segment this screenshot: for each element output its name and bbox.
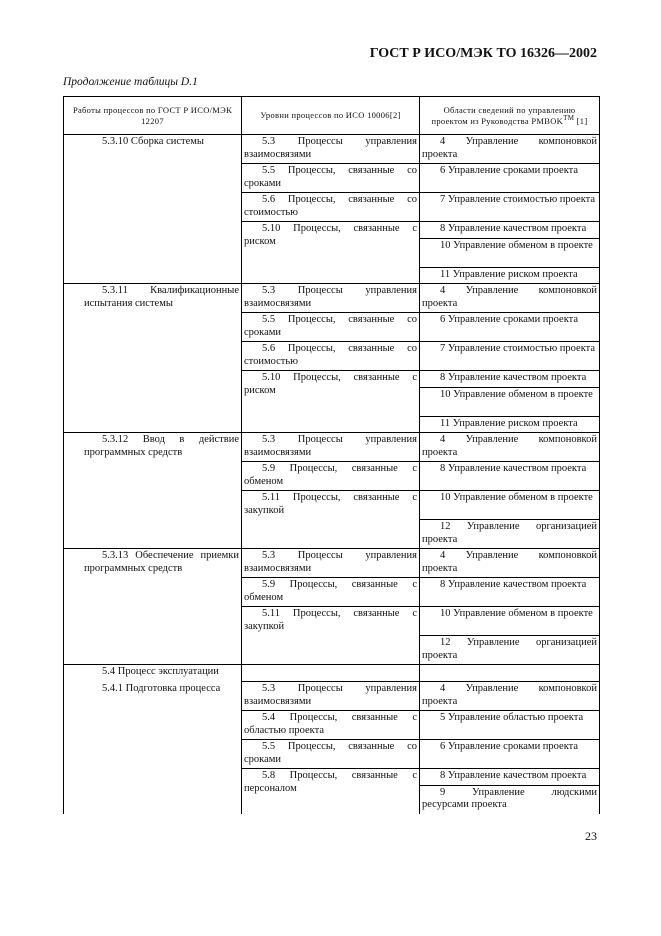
level-cell xyxy=(242,769,420,814)
area-cell xyxy=(420,193,600,222)
area-cell xyxy=(420,416,600,433)
level-cell-text: 5.9 Процессы, связанные с обменом xyxy=(244,579,417,603)
area-cell xyxy=(420,785,600,814)
level-cell-text: 5.5 Процессы, связанные со сроками xyxy=(244,741,417,765)
area-cell-text: 6 Управление сроками проекта xyxy=(440,741,579,752)
area-cell xyxy=(420,267,600,284)
empty-area-cell xyxy=(420,665,600,682)
level-cell xyxy=(242,740,420,769)
level-cell xyxy=(242,462,420,491)
trademark-mark: TM xyxy=(563,113,575,122)
work-cell xyxy=(64,682,242,814)
section-heading-cell-text: 5.4 Процесс эксплуатации xyxy=(102,666,219,677)
area-cell-text: 4 Управление компоновкой проекта xyxy=(422,136,597,160)
area-cell xyxy=(420,462,600,491)
work-cell-text: 5.3.13 Обеспечение приемки программных средств xyxy=(84,550,239,574)
area-cell-text: 12 Управление организацией проекта xyxy=(422,637,597,661)
area-cell xyxy=(420,549,600,578)
area-cell-text: 6 Управление сроками проекта xyxy=(440,314,579,325)
correspondence-table xyxy=(63,96,600,814)
area-cell xyxy=(420,222,600,239)
level-cell xyxy=(242,284,420,313)
level-cell-text: 5.3 Процессы управления взаимосвязями xyxy=(244,434,417,458)
level-cell xyxy=(242,193,420,222)
level-cell-text: 5.8 Процессы, связанные с персоналом xyxy=(244,770,417,794)
level-cell-text: 5.10 Процессы, связанные с риском xyxy=(244,223,417,247)
area-cell xyxy=(420,711,600,740)
area-cell-text: 4 Управление компоновкой проекта xyxy=(422,550,597,574)
area-cell xyxy=(420,520,600,549)
level-cell xyxy=(242,313,420,342)
level-cell xyxy=(242,342,420,371)
area-cell xyxy=(420,164,600,193)
area-cell-text: 10 Управление обменом в проекте xyxy=(440,388,593,400)
area-cell-text: 5 Управление областью проекта xyxy=(440,712,584,723)
level-cell xyxy=(242,135,420,164)
area-cell xyxy=(420,284,600,313)
area-cell-text: 11 Управление риском проекта xyxy=(440,417,578,429)
area-cell-text: 8 Управление качеством проекта xyxy=(440,463,587,474)
table-body xyxy=(64,135,600,814)
table-continuation-caption: Продолжение таблицы D.1 xyxy=(63,76,198,88)
col-header-works: Работы процессов по ГОСТ Р ИСО/МЭК 12207 xyxy=(64,97,242,135)
level-cell-text: 5.3 Процессы управления взаимосвязями xyxy=(244,285,417,309)
area-cell xyxy=(420,387,600,416)
level-cell xyxy=(242,549,420,578)
table-row xyxy=(64,284,600,313)
table-row xyxy=(64,135,600,164)
area-cell-text: 4 Управление компоновкой проекта xyxy=(422,683,597,707)
area-cell xyxy=(420,433,600,462)
level-cell xyxy=(242,433,420,462)
level-cell xyxy=(242,607,420,665)
area-cell-text: 10 Управление обменом в проекте xyxy=(440,239,593,251)
col-header-areas-main: Области сведений по управлению проектом из Руководства PMBOK xyxy=(431,105,576,126)
work-cell xyxy=(64,433,242,549)
area-cell xyxy=(420,238,600,267)
level-cell-text: 5.9 Процессы, связанные с обменом xyxy=(244,463,417,487)
area-cell-text: 10 Управление обменом в проекте xyxy=(440,492,593,503)
section-heading-cell xyxy=(64,665,242,682)
level-cell xyxy=(242,371,420,433)
level-cell xyxy=(242,578,420,607)
level-cell-text: 5.11 Процессы, связанные с закупкой xyxy=(244,492,417,516)
area-cell-text: 6 Управление сроками проекта xyxy=(440,165,579,176)
area-cell-text: 9 Управление людскими ресурсами проекта xyxy=(422,786,597,810)
level-cell-text: 5.5 Процессы, связанные со сроками xyxy=(244,314,417,338)
area-cell-text: 12 Управление организацией проекта xyxy=(422,521,597,545)
area-cell-text: 4 Управление компоновкой проекта xyxy=(422,434,597,458)
table-row xyxy=(64,433,600,462)
level-cell-text: 5.6 Процессы, связанные со стоимостью xyxy=(244,194,417,218)
level-cell xyxy=(242,711,420,740)
area-cell xyxy=(420,636,600,665)
area-cell xyxy=(420,342,600,371)
level-cell-text: 5.10 Процессы, связанные с риском xyxy=(244,372,417,396)
area-cell xyxy=(420,607,600,636)
area-cell-text: 8 Управление качеством проекта xyxy=(440,372,587,383)
table-header-row xyxy=(64,97,600,135)
table-row xyxy=(64,549,600,578)
area-cell-text: 8 Управление качеством проекта xyxy=(440,770,587,781)
work-cell xyxy=(64,284,242,433)
area-cell xyxy=(420,769,600,786)
page-number: 23 xyxy=(585,829,597,843)
section-row xyxy=(64,665,600,682)
work-cell-text: 5.3.10 Сборка системы xyxy=(102,136,204,147)
area-cell xyxy=(420,578,600,607)
level-cell xyxy=(242,491,420,549)
col-header-levels: Уровни процессов по ИСО 10006[2] xyxy=(242,97,420,135)
area-cell-text: 10 Управление обменом в проекте xyxy=(440,608,593,619)
level-cell-text: 5.6 Процессы, связанные со стоимостью xyxy=(244,343,417,367)
level-cell xyxy=(242,164,420,193)
area-cell-text: 4 Управление компоновкой проекта xyxy=(422,285,597,309)
area-cell-text: 7 Управление стоимостью проекта xyxy=(440,194,596,205)
area-cell xyxy=(420,135,600,164)
level-cell-text: 5.11 Процессы, связанные с закупкой xyxy=(244,608,417,632)
col-header-areas xyxy=(420,97,600,135)
table-row xyxy=(64,682,600,711)
area-cell xyxy=(420,682,600,711)
area-cell xyxy=(420,371,600,388)
area-cell xyxy=(420,491,600,520)
area-cell xyxy=(420,740,600,769)
empty-level-cell xyxy=(242,665,420,682)
level-cell xyxy=(242,682,420,711)
work-cell xyxy=(64,135,242,284)
area-cell-text: 8 Управление качеством проекта xyxy=(440,579,587,590)
level-cell-text: 5.4 Процессы, связанные с областью проекта xyxy=(244,712,417,736)
area-cell-text: 8 Управление качеством проекта xyxy=(440,223,587,234)
level-cell-text: 5.5 Процессы, связанные со сроками xyxy=(244,165,417,189)
area-cell xyxy=(420,313,600,342)
level-cell xyxy=(242,222,420,284)
area-cell-text: 11 Управление риском проекта xyxy=(440,268,578,280)
area-cell-text: 7 Управление стоимостью проекта xyxy=(440,343,596,354)
col-header-areas-ref: [1] xyxy=(574,115,588,126)
work-cell-text: 5.3.12 Ввод в действие программных средств xyxy=(84,434,239,458)
level-cell-text: 5.3 Процессы управления взаимосвязями xyxy=(244,683,417,707)
work-cell-text: 5.3.11 Квалификационные испытания системы xyxy=(84,285,239,309)
level-cell-text: 5.3 Процессы управления взаимосвязями xyxy=(244,136,417,160)
work-cell-text: 5.4.1 Подготовка процесса xyxy=(102,682,221,694)
level-cell-text: 5.3 Процессы управления взаимосвязями xyxy=(244,550,417,574)
document-code: ГОСТ Р ИСО/МЭК ТО 16326—2002 xyxy=(369,46,597,61)
work-cell xyxy=(64,549,242,665)
